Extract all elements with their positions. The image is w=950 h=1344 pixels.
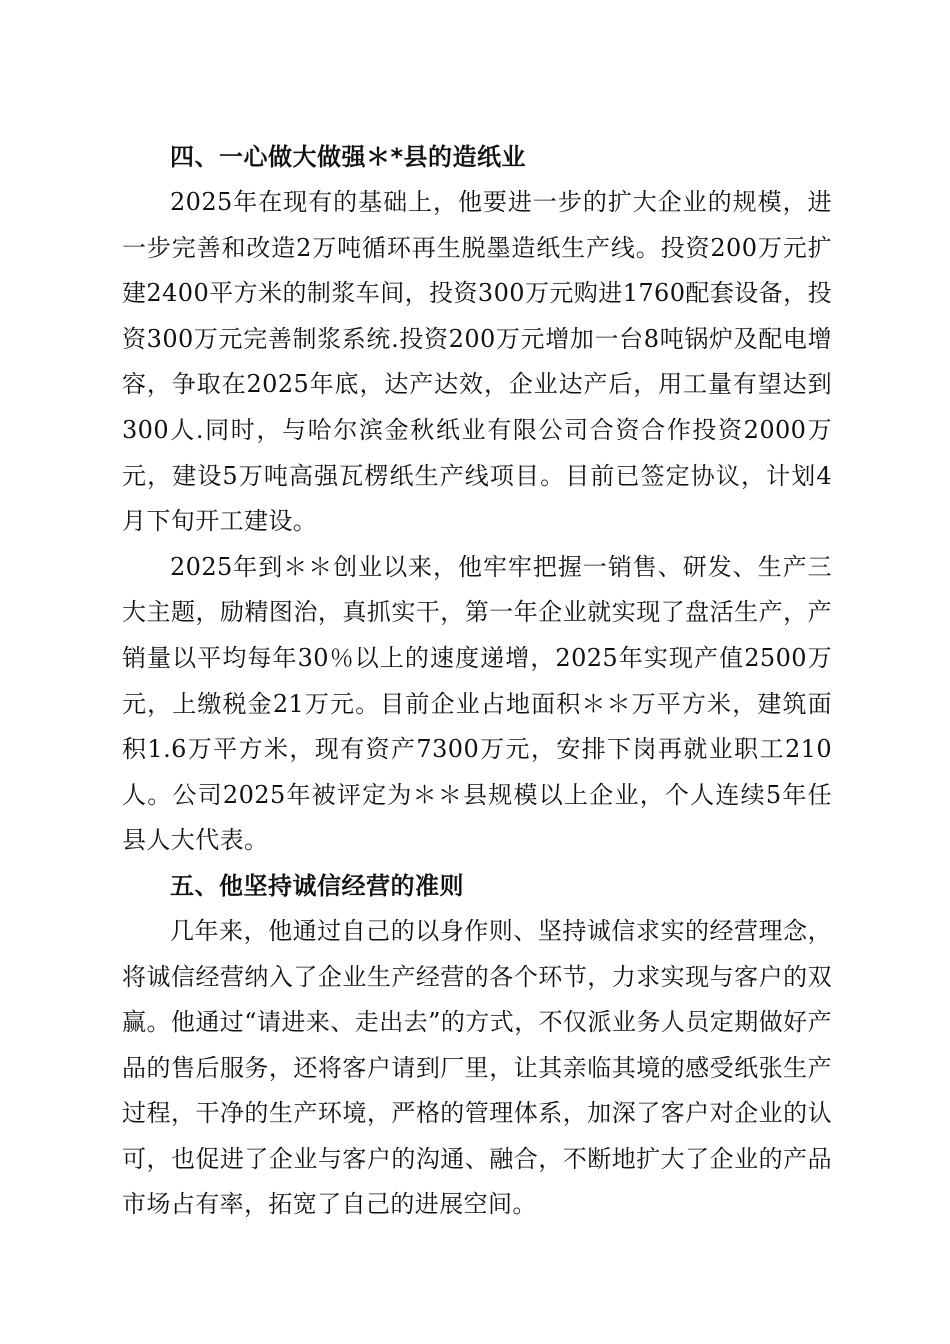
section-heading-4: 四、一心做大做强＊*县的造纸业 xyxy=(170,143,527,171)
paragraph-integrity-management: 几年来，他通过自己的以身作则、坚持诚信求实的经营理念，将诚信经营纳入了企业生产经营的各个环节，力求实现与客户的双赢。他通过“请进来、走出去”的方式，不仅派业务人员定期做好产品的售后服务，还将客户请到厂里，让其亲临其境的感受纸张生产过程，干净的生产环境，严格的管理体系，加深了客户对企业的认可，也促进了企业与客户的沟通、融合，不断地扩大了企业的产品市场占有率，拓宽了自己的进展空间。 xyxy=(122,916,832,1219)
section-heading-5: 五、他坚持诚信经营的准则 xyxy=(170,871,464,900)
document-body xyxy=(122,135,832,1228)
paragraph-expansion-plan: 2025年在现有的基础上，他要进一步的扩大企业的规模，进一步完善和改造2万吨循环再生脱墨造纸生产线。投资200万元扩建2400平方米的制浆车间，投资300万元购进1760配套设备，投资300万元完善制浆系统.投资200万元增加一台8吨锅炉及配电增容，争取在2025年底，达产达效，企业达产后，用工量有望达到300人.同时，与哈尔滨金秋纸业有限公司合资合作投资2000万元，建设5万吨高强瓦楞纸生产线项目。目前已签定协议，计划4月下旬开工建设。 xyxy=(122,188,832,536)
paragraph-business-results: 2025年到＊＊创业以来，他牢牢把握一销售、研发、生产三大主题，励精图治，真抓实干，第一年企业就实现了盘活生产，产销量以平均每年30％以上的速度递增，2025年实现产值2500万元，上缴税金21万元。目前企业占地面积＊＊万平方米，建筑面积1.6万平方米，现有资产7300万元，安排下岗再就业职工210人。公司2025年被评定为＊＊县规模以上企业，个人连续5年任县人大代表。 xyxy=(122,552,832,855)
